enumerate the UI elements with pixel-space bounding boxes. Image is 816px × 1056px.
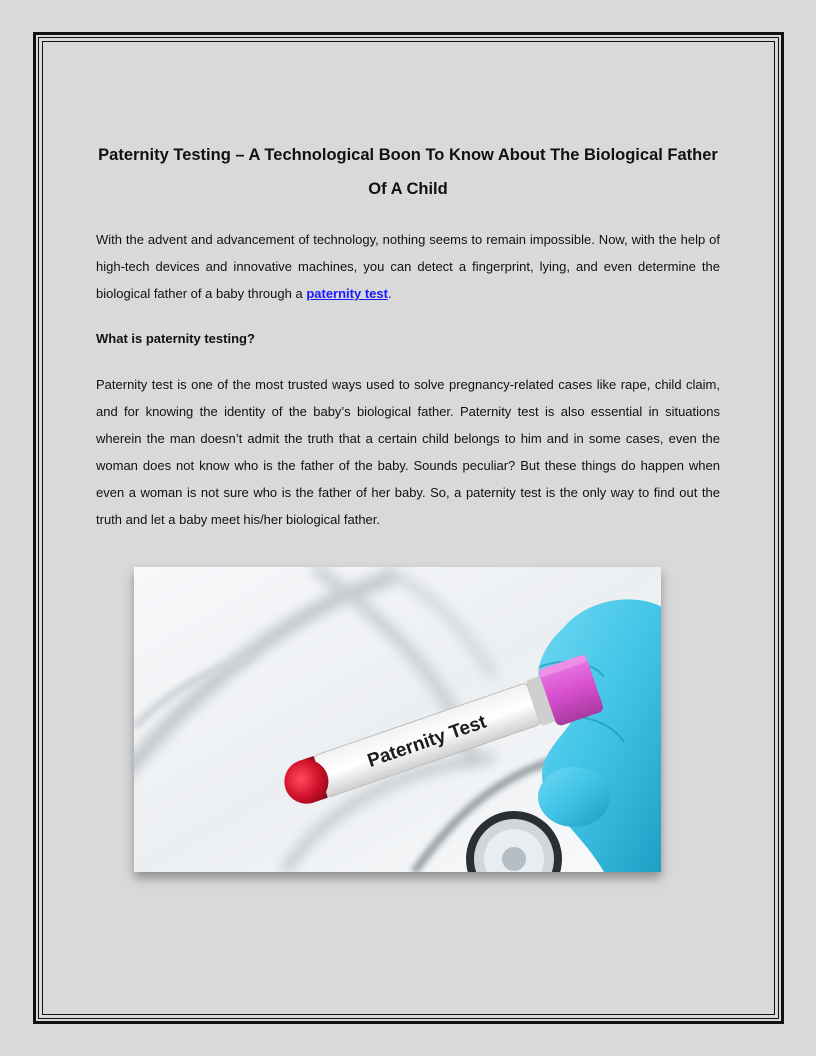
document-body xyxy=(96,138,720,533)
tube-label: Paternity Test xyxy=(364,711,490,772)
intro-text: With the advent and advancement of technology, nothing seems to remain impossible. Now, with the help of high-tech devices and innovative machines, you can detect a fingerprint, lying, and even determine the biological father of a baby through a xyxy=(96,232,720,301)
paternity-test-link[interactable]: paternity test xyxy=(306,286,388,301)
body-paragraph: Paternity test is one of the most trusted ways used to solve pregnancy-related cases like rape, child claim, and for knowing the identity of the baby’s biological father. Paternity test is also essential in situations wherein the man doesn’t admit the truth that a certain child belongs to him and in some cases, even the woman does not know who is the father of the baby. Sounds peculiar? But these things do happen when even a woman is not sure who is the father of her baby. So, a paternity test is the only way to find out the truth and let a baby meet his/her biological father. xyxy=(96,377,720,527)
section-subheading: What is paternity testing? xyxy=(96,331,255,346)
intro-text-end: . xyxy=(387,286,392,301)
intro-paragraph xyxy=(96,226,720,307)
paternity-test-photo xyxy=(134,567,661,872)
document-title: Paternity Testing – A Technological Boon To Know About The Biological Father Of A Child xyxy=(98,146,718,198)
